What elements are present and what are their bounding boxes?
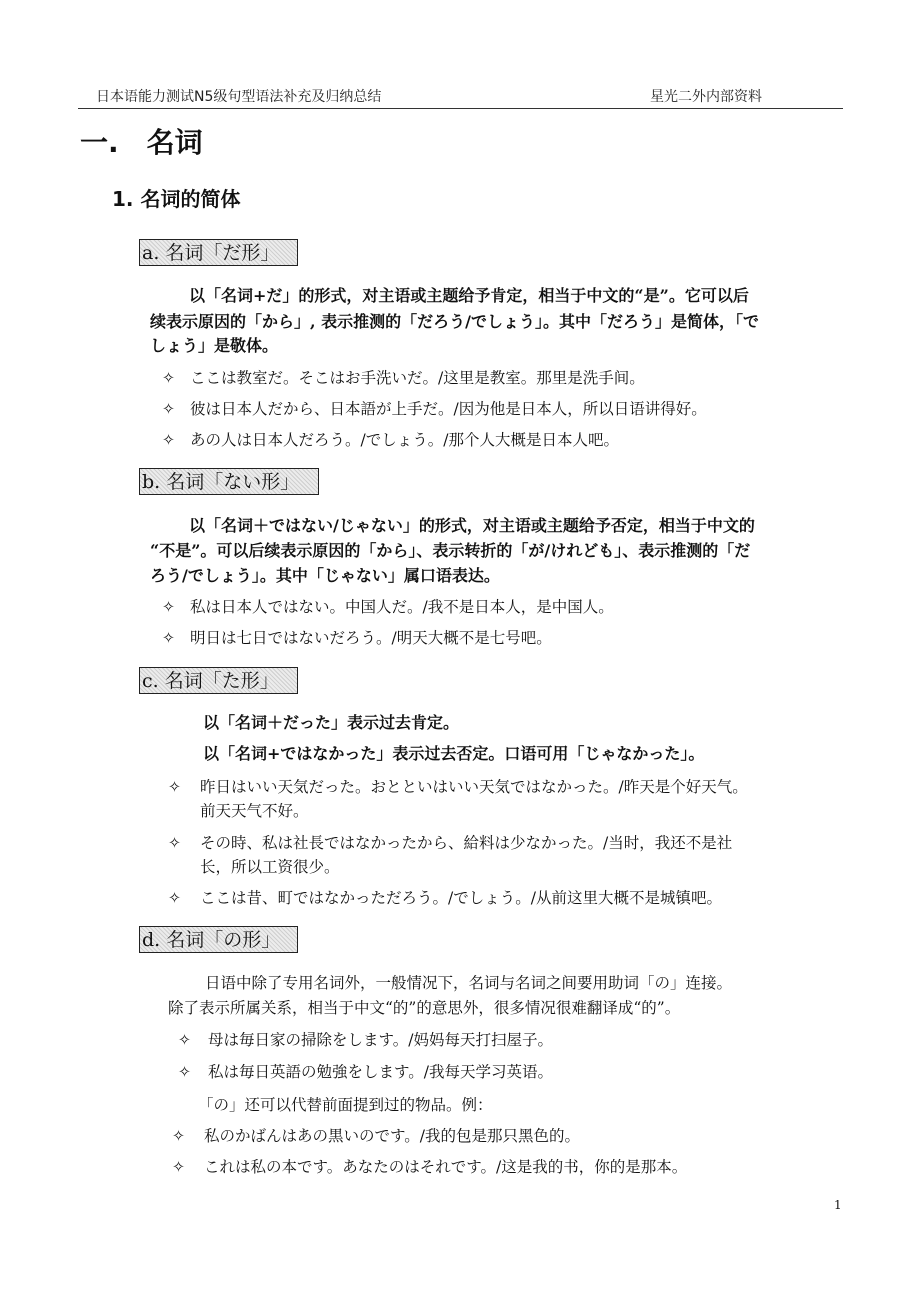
example-item bbox=[162, 428, 619, 450]
header-left-title: 日本语能力测试N5级句型语法补充及归纳总结 bbox=[96, 89, 382, 105]
example-item bbox=[162, 595, 614, 617]
example-item bbox=[168, 831, 732, 853]
bullet-icon: ✧ bbox=[162, 369, 175, 387]
sec-c-line-1: 以「名词＋だった」表示过去肯定。 bbox=[203, 713, 460, 732]
sec-a-line-3: しょう」是敬体。 bbox=[150, 336, 279, 355]
bullet-icon: ✧ bbox=[178, 1031, 191, 1049]
subsection-d-title: d. 名词「の形」 bbox=[139, 926, 298, 953]
example-text: ここは昔、町ではなかっただろう。/でしょう。/从前这里大概不是城镇吧。 bbox=[200, 889, 722, 907]
example-text-continuation: 前天天气不好。 bbox=[200, 802, 309, 820]
sec-d-note: 「の」还可以代替前面提到过的物品。例： bbox=[198, 1096, 493, 1114]
example-item bbox=[168, 775, 748, 797]
sec-b-line-3: ろう/でしょう」。其中「じゃない」属口语表达。 bbox=[150, 566, 500, 585]
bullet-icon: ✧ bbox=[162, 598, 175, 616]
example-item bbox=[168, 886, 722, 908]
sec-c-line-2: 以「名词+ではなかった」表示过去否定。口语可用「じゃなかった」。 bbox=[203, 744, 705, 763]
sec-b-line-2: “不是”。可以后续表示原因的「から」、表示转折的「が/けれども」、表示推测的「だ bbox=[150, 541, 751, 560]
bullet-icon: ✧ bbox=[168, 889, 181, 907]
example-text: 私のかばんはあの黒いのです。/我的包是那只黑色的。 bbox=[204, 1127, 580, 1145]
sec-b-line-1: 以「名词＋ではない/じゃない」的形式，对主语或主题给予否定，相当于中文的 bbox=[189, 516, 755, 535]
example-text: あの人は日本人だろう。/でしょう。/那个人大概是日本人吧。 bbox=[190, 431, 619, 449]
example-item bbox=[172, 1155, 687, 1177]
chapter-heading: 一. 名词 bbox=[80, 126, 203, 159]
bullet-icon: ✧ bbox=[172, 1158, 185, 1176]
example-text: これは私の本です。あなたのはそれです。/这是我的书，你的是那本。 bbox=[204, 1158, 688, 1176]
bullet-icon: ✧ bbox=[168, 834, 181, 852]
sec-d-line-2: 除了表示所属关系，相当于中文“的”的意思外，很多情况很难翻译成“的”。 bbox=[168, 999, 681, 1017]
bullet-icon: ✧ bbox=[162, 431, 175, 449]
bullet-icon: ✧ bbox=[172, 1127, 185, 1145]
example-item bbox=[162, 626, 552, 648]
sec-a-line-1: 以「名词+だ」的形式，对主语或主题给予肯定，相当于中文的“是”。它可以后 bbox=[189, 286, 749, 305]
example-text-continuation: 长，所以工资很少。 bbox=[200, 858, 340, 876]
example-text: 明日は七日ではないだろう。/明天大概不是七号吧。 bbox=[190, 629, 552, 647]
subsection-c-title: c. 名词「た形」 bbox=[139, 667, 298, 694]
example-text: その時、私は社長ではなかったから、給料は少なかった。/当时，我还不是社 bbox=[200, 834, 733, 852]
subsection-a-title: a. 名词「だ形」 bbox=[139, 239, 298, 266]
bullet-icon: ✧ bbox=[178, 1063, 191, 1081]
example-text: 昨日はいい天気だった。おとといはいい天気ではなかった。/昨天是个好天气。 bbox=[200, 778, 748, 796]
example-item bbox=[178, 1028, 553, 1050]
example-text: 彼は日本人だから、日本語が上手だ。/因为他是日本人，所以日语讲得好。 bbox=[190, 400, 707, 418]
bullet-icon: ✧ bbox=[168, 778, 181, 796]
example-item bbox=[162, 397, 707, 419]
sec-d-line-1: 日语中除了专用名词外，一般情况下，名词与名词之间要用助词「の」连接。 bbox=[205, 974, 733, 992]
header-right-title: 星光二外内部资料 bbox=[650, 89, 762, 105]
example-item bbox=[178, 1060, 553, 1082]
bullet-icon: ✧ bbox=[162, 400, 175, 418]
header-divider bbox=[78, 108, 843, 109]
page-number: 1 bbox=[834, 1198, 842, 1212]
example-text: ここは教室だ。そこはお手洗いだ。/这里是教室。那里是洗手间。 bbox=[190, 369, 645, 387]
example-text: 私は毎日英語の勉強をします。/我每天学习英语。 bbox=[208, 1063, 553, 1081]
subsection-b-title: b. 名词「ない形」 bbox=[139, 468, 319, 495]
section-heading: 1. 名词的简体 bbox=[112, 187, 241, 211]
sec-a-line-2: 续表示原因的「から」, 表示推测的「だろう/でしょう」。其中「だろう」是简体，「で bbox=[150, 312, 759, 331]
example-text: 母は毎日家の掃除をします。/妈妈每天打扫屋子。 bbox=[208, 1031, 553, 1049]
example-item bbox=[172, 1124, 580, 1146]
example-item bbox=[162, 366, 645, 388]
bullet-icon: ✧ bbox=[162, 629, 175, 647]
example-text: 私は日本人ではない。中国人だ。/我不是日本人，是中国人。 bbox=[190, 598, 614, 616]
